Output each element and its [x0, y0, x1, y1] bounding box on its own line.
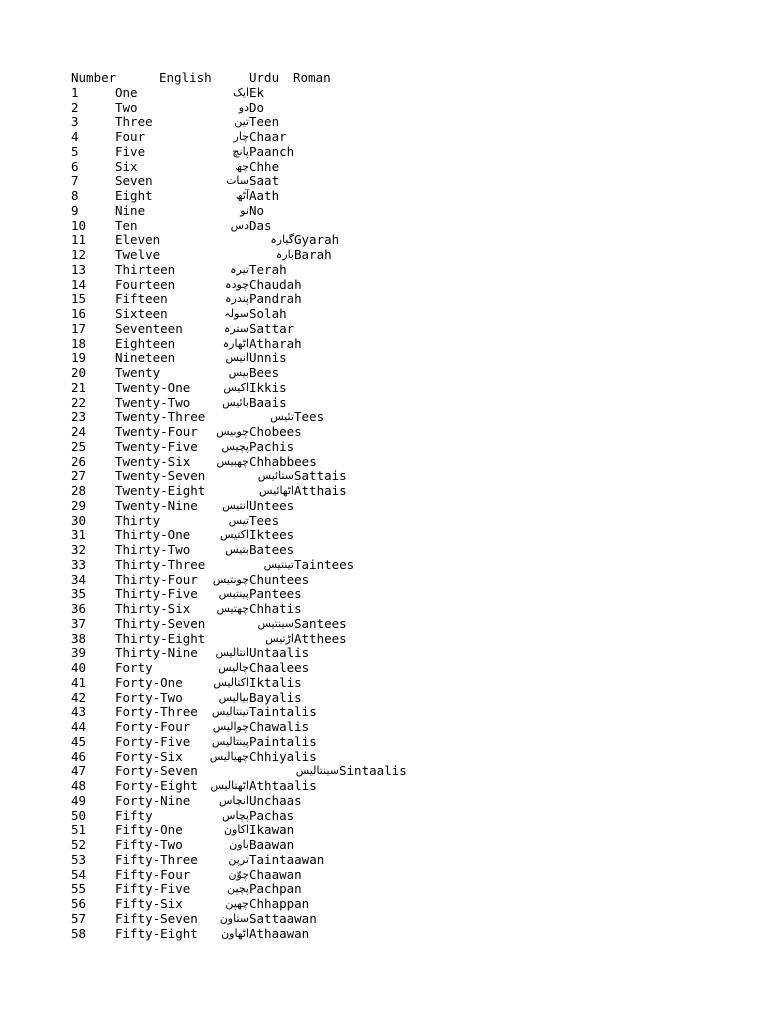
- row-number: 44: [71, 719, 87, 734]
- row-english: Eleven: [115, 232, 161, 248]
- row-roman: Bees: [249, 365, 280, 380]
- row-roman: Chaalees: [249, 660, 310, 675]
- row-number: 36: [71, 601, 87, 616]
- row-english: Sixteen: [115, 306, 168, 321]
- row-english: Forty-Seven: [115, 763, 198, 779]
- row-roman: Chhe: [249, 158, 280, 174]
- row-roman: Saat: [249, 173, 280, 189]
- row-roman: Baais: [249, 394, 287, 410]
- row-english: Forty-Eight: [115, 778, 198, 793]
- row-roman: Ek: [249, 84, 265, 100]
- row-roman: Atharah: [249, 335, 302, 351]
- row-roman: Atthais: [294, 483, 347, 498]
- row-number: 38: [71, 630, 87, 646]
- row-roman: Sintaalis: [339, 763, 407, 779]
- row-roman: Tees: [249, 512, 280, 528]
- row-roman: Untees: [249, 497, 295, 513]
- row-english: Thirty-Three: [115, 556, 206, 572]
- row-number: 43: [71, 704, 87, 720]
- row-roman: Sattaawan: [249, 910, 317, 926]
- row-roman: Taintees: [294, 556, 355, 572]
- row-roman: Chhatis: [249, 601, 302, 616]
- row-english: Fifty-Five: [115, 881, 191, 897]
- row-roman: Pantees: [249, 586, 302, 602]
- row-number: 21: [71, 379, 87, 395]
- row-roman: Unnis: [249, 350, 287, 366]
- row-number: 6: [71, 158, 79, 174]
- row-english: Forty-Six: [115, 748, 183, 764]
- row-roman: Untaalis: [249, 645, 310, 661]
- row-roman: Gyarah: [294, 232, 340, 248]
- row-english: Thirty-Six: [115, 601, 191, 616]
- row-english: Thirteen: [115, 261, 176, 277]
- row-number: 4: [71, 129, 79, 144]
- row-roman: Iktalis: [249, 674, 302, 690]
- row-roman: Pachas: [249, 807, 295, 823]
- row-number: 52: [71, 837, 87, 852]
- row-english: Ten: [115, 217, 138, 233]
- row-english: Fifty-Four: [115, 866, 191, 882]
- row-english: Fifty-Two: [115, 837, 183, 852]
- row-number: 8: [71, 188, 79, 203]
- row-roman: Ikawan: [249, 822, 295, 838]
- row-roman: Sattar: [249, 320, 295, 336]
- row-number: 42: [71, 689, 87, 705]
- row-number: 20: [71, 365, 87, 380]
- row-number: 25: [71, 438, 87, 454]
- row-english: Forty-Three: [115, 704, 198, 720]
- header-english: English: [159, 70, 212, 85]
- row-english: Twenty-One: [115, 379, 191, 395]
- row-number: 55: [71, 881, 87, 897]
- row-english: Forty-Two: [115, 689, 183, 705]
- row-english: Fourteen: [115, 276, 176, 292]
- row-number: 5: [71, 143, 79, 159]
- row-english: Twenty-Seven: [115, 468, 206, 484]
- row-english: Fifty-Six: [115, 896, 183, 911]
- row-english: Twenty-Four: [115, 424, 198, 439]
- row-number: 34: [71, 571, 87, 587]
- row-number: 1: [71, 84, 79, 100]
- header-number: Number: [71, 70, 117, 85]
- row-number: 3: [71, 114, 79, 130]
- row-number: 32: [71, 542, 87, 557]
- row-roman: Chaudah: [249, 276, 302, 292]
- row-english: Fifty-Three: [115, 851, 198, 867]
- row-number: 35: [71, 586, 87, 602]
- row-roman: Paanch: [249, 143, 295, 159]
- row-number: 29: [71, 497, 87, 513]
- header-roman: Roman: [293, 70, 331, 85]
- row-english: Six: [115, 158, 138, 174]
- row-roman: Chobees: [249, 424, 302, 439]
- row-english: Thirty: [115, 512, 161, 528]
- row-number: 33: [71, 556, 87, 572]
- row-number: 37: [71, 615, 87, 631]
- row-number: 57: [71, 910, 87, 926]
- row-number: 31: [71, 527, 87, 543]
- row-roman: Chaar: [249, 129, 287, 144]
- row-number: 30: [71, 512, 87, 528]
- row-english: Eighteen: [115, 335, 176, 351]
- row-roman: Chhabbees: [249, 453, 317, 469]
- row-number: 14: [71, 276, 87, 292]
- row-number: 40: [71, 660, 87, 675]
- row-number: 2: [71, 99, 79, 115]
- row-roman: Pachis: [249, 438, 295, 454]
- row-number: 54: [71, 866, 87, 882]
- row-number: 11: [71, 232, 87, 248]
- row-english: Forty-Four: [115, 719, 191, 734]
- row-english: Nineteen: [115, 350, 176, 366]
- row-roman: Teen: [249, 114, 280, 130]
- row-number: 41: [71, 674, 87, 690]
- row-number: 10: [71, 217, 87, 233]
- row-number: 51: [71, 822, 87, 838]
- row-number: 50: [71, 807, 87, 823]
- row-english: Seven: [115, 173, 153, 189]
- row-roman: Athaawan: [249, 925, 310, 941]
- row-number: 53: [71, 851, 87, 867]
- row-number: 13: [71, 261, 87, 277]
- row-roman: Chhappan: [249, 896, 310, 911]
- row-roman: Chawalis: [249, 719, 310, 734]
- row-roman: Tees: [294, 409, 325, 425]
- row-english: Thirty-Seven: [115, 615, 206, 631]
- row-number: 17: [71, 320, 87, 336]
- row-number: 48: [71, 778, 87, 793]
- row-number: 58: [71, 925, 87, 941]
- row-number: 9: [71, 202, 79, 218]
- row-roman: Chaawan: [249, 866, 302, 882]
- row-number: 22: [71, 394, 87, 410]
- row-english: Twenty-Three: [115, 409, 206, 425]
- row-english: Twenty: [115, 365, 161, 380]
- row-roman: Pachpan: [249, 881, 302, 897]
- row-roman: Santees: [294, 615, 347, 631]
- row-number: 7: [71, 173, 79, 189]
- row-number: 24: [71, 424, 87, 439]
- row-number: 12: [71, 247, 87, 262]
- row-number: 46: [71, 748, 87, 764]
- row-number: 39: [71, 645, 87, 661]
- row-english: Nine: [115, 202, 146, 218]
- row-roman: Terah: [249, 261, 287, 277]
- row-roman: Iktees: [249, 527, 295, 543]
- row-english: Twenty-Nine: [115, 497, 198, 513]
- row-roman: Athtaalis: [249, 778, 317, 793]
- row-english: Forty-Nine: [115, 792, 191, 808]
- row-english: Five: [115, 143, 146, 159]
- row-english: Thirty-Two: [115, 542, 191, 557]
- row-english: Eight: [115, 188, 153, 203]
- row-roman: Atthees: [294, 630, 347, 646]
- row-english: Thirty-Five: [115, 586, 198, 602]
- row-number: 18: [71, 335, 87, 351]
- row-english: Thirty-One: [115, 527, 191, 543]
- row-number: 27: [71, 468, 87, 484]
- row-roman: Batees: [249, 542, 295, 557]
- row-english: Three: [115, 114, 153, 130]
- row-number: 56: [71, 896, 87, 911]
- row-english: Fifteen: [115, 291, 168, 307]
- row-english: Forty: [115, 660, 153, 675]
- row-english: Twelve: [115, 247, 161, 262]
- row-english: Thirty-Nine: [115, 645, 198, 661]
- row-roman: Paintalis: [249, 733, 317, 749]
- row-english: Fifty-Seven: [115, 910, 198, 926]
- row-number: 49: [71, 792, 87, 808]
- row-roman: Solah: [249, 306, 287, 321]
- row-number: 45: [71, 733, 87, 749]
- row-roman: Pandrah: [249, 291, 302, 307]
- row-number: 15: [71, 291, 87, 307]
- row-english: Twenty-Five: [115, 438, 198, 454]
- row-english: One: [115, 84, 138, 100]
- row-roman: Sattais: [294, 468, 347, 484]
- row-number: 19: [71, 350, 87, 366]
- row-roman: Baawan: [249, 837, 295, 852]
- row-roman: Das: [249, 217, 272, 233]
- row-english: Thirty-Four: [115, 571, 198, 587]
- row-number: 26: [71, 453, 87, 469]
- row-roman: No: [249, 202, 265, 218]
- row-roman: Aath: [249, 188, 280, 203]
- row-roman: Bayalis: [249, 689, 302, 705]
- row-roman: Chhiyalis: [249, 748, 317, 764]
- row-number: 47: [71, 763, 87, 779]
- row-english: Fifty-One: [115, 822, 183, 838]
- row-english: Twenty-Eight: [115, 483, 206, 498]
- header-urdu: Urdu: [249, 70, 280, 85]
- row-english: Fifty: [115, 807, 153, 823]
- row-roman: Barah: [294, 247, 332, 262]
- row-english: Two: [115, 99, 138, 115]
- row-roman: Ikkis: [249, 379, 287, 395]
- row-roman: Do: [249, 99, 265, 115]
- row-english: Thirty-Eight: [115, 630, 206, 646]
- row-roman: Taintalis: [249, 704, 317, 720]
- row-english: Forty-Five: [115, 733, 191, 749]
- row-english: Twenty-Six: [115, 453, 191, 469]
- row-roman: Chuntees: [249, 571, 310, 587]
- row-english: Fifty-Eight: [115, 925, 198, 941]
- row-roman: Unchaas: [249, 792, 302, 808]
- row-english: Seventeen: [115, 320, 183, 336]
- row-english: Twenty-Two: [115, 394, 191, 410]
- row-english: Forty-One: [115, 674, 183, 690]
- row-roman: Taintaawan: [249, 851, 325, 867]
- row-number: 28: [71, 483, 87, 498]
- row-number: 23: [71, 409, 87, 425]
- row-number: 16: [71, 306, 87, 321]
- row-english: Four: [115, 129, 146, 144]
